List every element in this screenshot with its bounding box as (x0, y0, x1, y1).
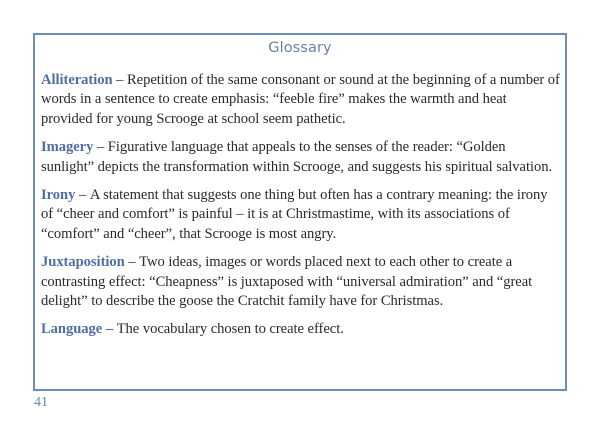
page-number: 41 (34, 395, 48, 410)
entry-term: Imagery (41, 139, 94, 156)
entry-definition: Repetition of the same consonant or sound at the beginning of a number of words in a sentence to create emphasis: “feeble fire” makes the warmth and heat provided for young Scrooge at school seem pathetic. (41, 72, 560, 127)
entry-term: Alliteration (41, 72, 113, 88)
glossary-entry-alliteration (41, 71, 561, 129)
entry-definition: Two ideas, images or words placed next to each other to create a contrasting effect: “Cheapness” is juxtaposed with “universal admiration” and “great delight” to describe the goose the Cratchit family have for Christmas. (41, 254, 533, 310)
entry-definition: A statement that suggests one thing but often has a contrary meaning: the irony of “cheer and comfort” is painful – it is at Christmastime, with its associations of “comfort” and “cheer”, that Scrooge is most angry. (41, 187, 548, 242)
entry-term: Irony (41, 187, 76, 204)
entry-separator: – (112, 72, 127, 88)
glossary-entry-language (41, 320, 561, 339)
glossary-entries (41, 71, 561, 349)
entry-separator: – (75, 187, 90, 204)
entry-separator: – (93, 139, 108, 156)
entry-term: Juxtaposition (41, 254, 125, 271)
entry-definition: Figurative language that appeals to the senses of the reader: “Golden sunlight” depicts the transformation within Scrooge, and suggests his spiritual salvation. (41, 139, 553, 175)
glossary-entry-juxtaposition (41, 253, 561, 311)
glossary-title: Glossary (268, 40, 332, 56)
entry-separator: – (124, 254, 140, 271)
entry-separator: – (102, 321, 117, 338)
glossary-entry-imagery (41, 138, 561, 177)
entry-definition: The vocabulary chosen to create effect. (116, 321, 344, 338)
glossary-entry-irony (41, 186, 561, 244)
glossary-box (33, 33, 567, 391)
entry-term: Language (41, 321, 103, 338)
